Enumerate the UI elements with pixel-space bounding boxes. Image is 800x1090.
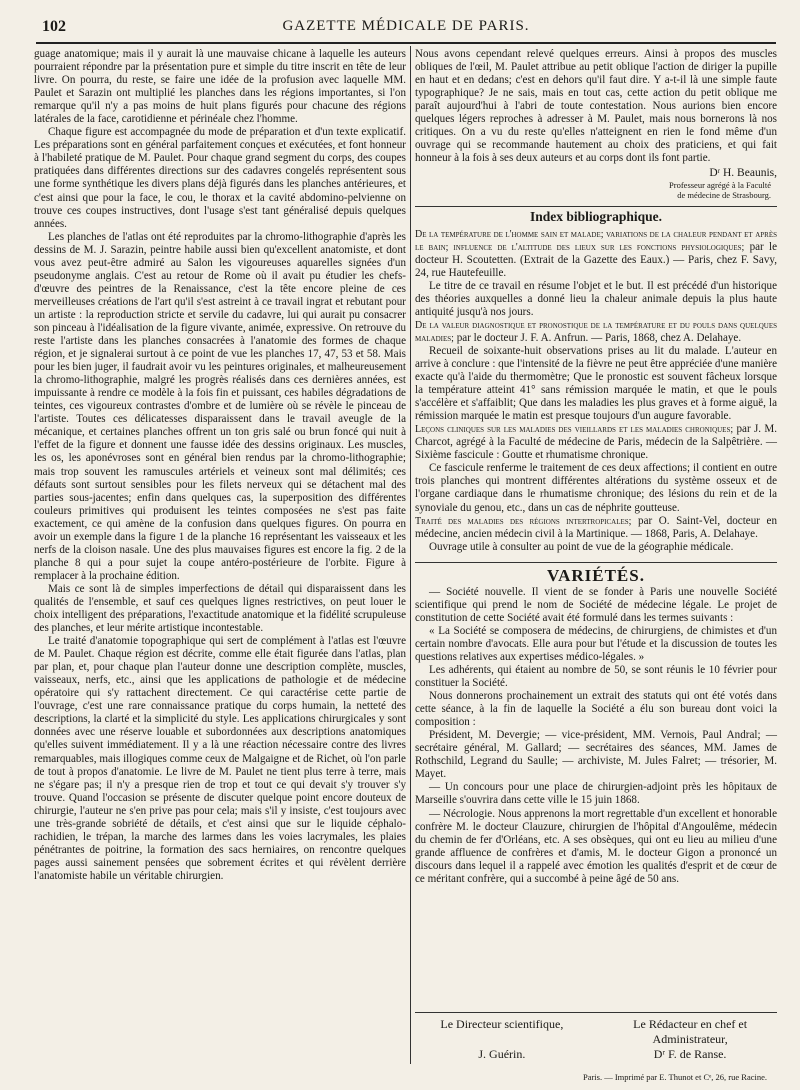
author-title: Professeur agrégé à la Faculté <box>669 180 771 191</box>
entry-reference: par le docteur J. F. A. Anfrun. — Paris, 1868, chez A. Delahaye. <box>456 331 742 344</box>
paragraph: Les adhérents, qui étaient au nombre de 50, se sont réunis le 10 février pour constituer la Société. <box>415 664 777 690</box>
author-signature: Dʳ H. Beaunis, <box>709 167 777 180</box>
paragraph: — Un concours pour une place de chirurgien-adjoint près les hôpitaux de Marseille s'ouvrira dans cette ville le 15 juin 1868. <box>415 781 777 807</box>
index-entry <box>415 319 777 423</box>
page-footer <box>415 1012 777 1082</box>
page-header <box>36 14 776 40</box>
column-divider <box>410 46 411 1064</box>
entry-body: Recueil de soixante-huit observations prises au lit du malade. L'auteur en arrive à conclure : que l'intensité de la fièvre ne peut être appréciée d'une manière exacte qu'à l'aide du thermomètre; Que le pronostic est souvent fâcheux lorsque la température atteint 41° sans rémission marquée le matin, et que le pouls s'accélère et s'affaiblit; Que dans les maladies les plus graves et à forme aiguë, la rémission marquée le matin est presque toujours d'un augure favorable. <box>415 344 777 423</box>
page-number: 102 <box>42 18 66 35</box>
entry-body: Ouvrage utile à consulter au point de vue de la géographie médicale. <box>429 540 734 553</box>
journal-title: GAZETTE MÉDICALE DE PARIS. <box>282 18 530 34</box>
index-heading: Index bibliographique. <box>415 206 777 223</box>
footer-rule <box>415 1012 777 1013</box>
entry-body: Ce fascicule renferme le traitement de ces deux affections; il contient en outre trois planches qui montrent différentes altérations du système osseux et de l'organe cardiaque dans le rhumatisme chronique; des lésions du rein et de la synoviale du genou, etc., dans un cas de néphrite goutteuse. <box>415 462 777 514</box>
printer-imprint: Paris. — Imprimé par E. Thunot et Cᵉ, 26, rue Racine. <box>582 1072 767 1082</box>
entry-reference: par J. M. Charcot, agrégé à la Faculté de médecine de Paris, médecin de la Salpêtrière. — Sixième fascicule : Goutte et rhumatisme chronique. <box>415 423 777 462</box>
index-entry <box>415 515 777 554</box>
paragraph: — Société nouvelle. Il vient de se fonder à Paris une nouvelle Société scientifique qui prend le nom de Société de médecine légale. Le projet de constitution de cette Société avait été formulé dans les termes suivants : <box>415 585 777 624</box>
index-entry <box>415 228 777 319</box>
entry-body: Le titre de ce travail en résume l'objet et le but. Il est précédé d'un historique des théories auxquelles a donné lieu la chaleur animale depuis la plus haute antiquité jusqu'à nos jours. <box>415 279 777 318</box>
paragraph: Mais ce sont là de simples imperfections de détail qui disparaissent dans les qualités de l'ensemble, et sauf ces quelques lignes restrictives, on peut louer le choix intelligent des préparations, l'exactitude anatomique et la fidélité scrupuleuse des planches, et leur mérite artistique incontestable. <box>34 582 406 635</box>
author-affiliation: de médecine de Strasbourg. <box>677 190 771 201</box>
editor-name: Dʳ F. de Ranse. <box>653 1047 727 1061</box>
entry-title: Traité des maladies des régions intertropicales; <box>415 515 632 527</box>
paragraph: — Nécrologie. Nous apprenons la mort regrettable d'un excellent et honorable confrère M. le docteur Clauzure, chirurgien de l'hôpital d'Angoulême, médecin du chemin de fer d'Orléans, etc. A ses obsèques, qui ont eu lieu au milieu d'une grande affluence de confrères et d'amis, M. le docteur Gigon a prononcé un discours dans lequel il a rappelé avec émotion les qualités d'esprit et de cœur de ce méritant confrère, qui a succombé à peine âgé de 50 ans. <box>415 807 777 885</box>
director-name: J. Guérin. <box>478 1047 526 1061</box>
paragraph: Les planches de l'atlas ont été reproduites par la chromo-lithographie d'après les dessins de M. J. Sarazin, peintre habile aussi bien qu'excellent anatomiste, et dont vous avez peut-être admiré au Salon les vigoureuses aquarelles signées d'un pseudonyme anglais. C'est au retour de Rome où il avait pu étudier les chefs-d'œuvre des peintres de la Renaissance, c'est la tête encore pleine de ces merveilleuses créations de l'art qu'il s'est astreint à ce travail ingrat et rebutant pour un artiste : la reproduction stricte et servile du cadavre, lui qui aurait pu consacrer son pinceau à l'idéalisation de la figure vivante, animée, expressive. On retrouve du reste l'artiste dans les planches consacrées à l'anatomie des formes de chaque région, et je signalerai surtout à ce point de vue les planches 17, 47, 53 et 58. Mais pour les bien juger, il faudrait avoir vu les peintures originales, et malheureusement la chromo-lithographie, malgré les progrès réalisés dans ces dernières années, est impuissante à rendre ce modèle à la fois fin et puissant, ces habiles dégradations de teintes, ces vigoureux contrastes d'ombre et de lumière où se révèle le pinceau de l'artiste. Toutes ces délicatesses disparaissent dans le travail aveugle de la mécanique, et certaines planches offrent un ton gris salé ou brun foncé qui nuit à l'effet de la figure et donnent une fausse idée des dessins originaux. Les muscles, les os, les aponévroses sont en général bien rendus par la chromo-lithographie; mais trop souvent les ramuscules artériels et veineux sont mal délimités; ces défauts sont surtout sensibles pour les filets nerveux qui se détachent mal des parties sous-jacentes; enfin dans quelques cas, la superposition des différentes couleurs primitives qui produisent les teintes composées ne s'est pas faite exactement, ce qui amène de la confusion dans quelques figures. On pourra en avoir un exemple dans la figure 1 de la planche 16 représentant les vaisseaux et les nerfs de la cloison nasale. Une des plus mauvaises figures est encore la fig. 2 de la planche 8 qui a pour sujet la coupe antéro-postérieure de l'orbite. Figure à remplacer à la prochaine édition. <box>34 230 406 582</box>
paragraph: Nous avons cependant relevé quelques erreurs. Ainsi à propos des muscles obliques de l'œil, M. Paulet attribue au petit oblique l'action de diriger la pupille en haut et en dedans; c'est en dehors qu'il faut dire. Y a-t-il là une simple faute typographique? Je ne sais, mais en tout cas, cette action du petit oblique me paraît aujourd'hui à l'abri de toute contestation. Nous aurions bien encore quelques légers reproches à adresser à M. Paulet, mais nous bornerons là nos critiques. On a vu du reste qu'elles n'atteignent en rien le fond même d'un ouvrage qui se recommande hautement au choix des praticiens, et qui fait honneur à la fois à ses deux auteurs et au corps dont ils font partie. <box>415 48 777 165</box>
paragraph: Nous donnerons prochainement un extrait des statuts qui ont été votés dans cette séance, à la fin de laquelle la Société a élu son bureau dont voici la composition : <box>415 690 777 729</box>
entry-title: De la température de l'homme sain et malade; variations de la chaleur pendant et après le bain; influence de l'altitude des lieux sur les fonctions physiologiques; <box>415 228 777 253</box>
left-column <box>34 48 406 883</box>
entry-title: Leçons cliniques sur les maladies des vieillards et les maladies chroniques; <box>415 424 734 436</box>
editor-role: Le Rédacteur en chef et Administrateur, <box>633 1017 748 1046</box>
entry-title: De la valeur diagnostique et pronostique de la température et du pouls dans quelques maladies; <box>415 319 777 344</box>
director-role: Le Directeur scientifique, <box>440 1017 564 1031</box>
right-column <box>415 48 777 886</box>
varietes-heading: VARIÉTÉS. <box>415 562 777 582</box>
entry-reference: par O. Saint-Vel, docteur en médecine, ancien médecin civil à la Martinique. — 1868, Paris, A. Delahaye. <box>415 514 777 540</box>
index-entry <box>415 423 777 514</box>
header-rule <box>36 42 776 44</box>
paragraph: Président, M. Devergie; — vice-président, MM. Vernois, Paul Andral; — secrétaire général, M. Gallard; — secrétaires des séances, MM. James de Rothschild, Legrand du Saulle; — archiviste, M. Jules Falret; — trésorier, M. Mayet. <box>415 729 777 781</box>
paragraph: Chaque figure est accompagnée du mode de préparation et d'un texte explicatif. Les préparations sont en général parfaitement conçues et exécutées, et font honneur à l'habileté pratique de M. Paulet. Pour chaque grand segment du corps, des coupes pratiquées dans différentes directions sur des cadavres congelés représentent sous une forme synthétique les divers plans déjà figurés dans les planches antérieures, et c'est ainsi que pour la face, le cou, le thorax et la cavité abdomino-pelvienne on trouve ces coupes instructives, dont l'usage s'est tant généralisé depuis quelques années. <box>34 126 406 230</box>
paragraph: Le traité d'anatomie topographique qui sert de complément à l'atlas est l'œuvre de M. Paulet. Chaque région est décrite, comme elle était figurée dans l'atlas, plan par plan, et, pour chaque plan l'auteur donne une description complète, muscles, vaisseaux, nerfs, etc., ainsi que les applications de pathologie et de médecine opératoire qui s'y rattachent directement. Ce qui caractérise cette partie de l'ouvrage, c'est une rare connaissance pratique du corps humain, la netteté des descriptions, la clarté et la simplicité du style. Les applications chirurgicales y sont données avec une réserve louable et subordonnées aux descriptions anatomiques qu'elles suivent immédiatement. Il y a là une réaction nécessaire contre des livres remarquables, mais illogiques comme ceux de Malgaigne et de Richet, où l'on parle de tout à propos d'anatomie. Le livre de M. Paulet ne tient plus terre à terre, mais ne s'égare pas; il n'y a presque rien de trop et tout ce qui devait s'y trouver s'y trouve. Quand l'occasion se présente de discuter quelque point encore douteux de chirurgie, l'auteur ne s'en prive pas pour cela; mais s'il y insiste, c'est toujours avec une très-grande sobriété de détails, et c'est ainsi que sur le liquide céphalo-rachidien, le trépan, la marche des larmes dans les voies lacrymales, les plaies pénétrantes de poitrine, la formation des sacs herniaires, on rencontre quelques pages aussi sainement pensées que sobrement écrites et qui révèlent derrière l'anatomiste habile un véritable chirurgien. <box>34 635 406 882</box>
paragraph: « La Société se composera de médecins, de chirurgiens, de chimistes et d'un certain nombre d'avocats. Elle aura pour but l'étude et la discussion de toutes les questions relatives aux expertises médico-légales. » <box>415 624 777 663</box>
entry-reference: par le docteur H. Scoutetten. (Extrait de la Gazette des Eaux.) — Paris, chez F. Savy, 24, rue Hautefeuille. <box>415 240 778 279</box>
paragraph: guage anatomique; mais il y aurait là une mauvaise chicane à laquelle les auteurs pourraient répondre par la présentation pure et simple du titre inscrit en tête de leur livre. On pourra, du reste, se faire une idée de la profusion avec laquelle MM. Paulet et Sarazin ont multiplié les planches dans les régions importantes, si l'on remarque qu'il n'y a pas moins de huit plans figurés pour chacune des régions latérales de la face, carotidienne et périnéale chez l'homme. <box>34 48 406 126</box>
